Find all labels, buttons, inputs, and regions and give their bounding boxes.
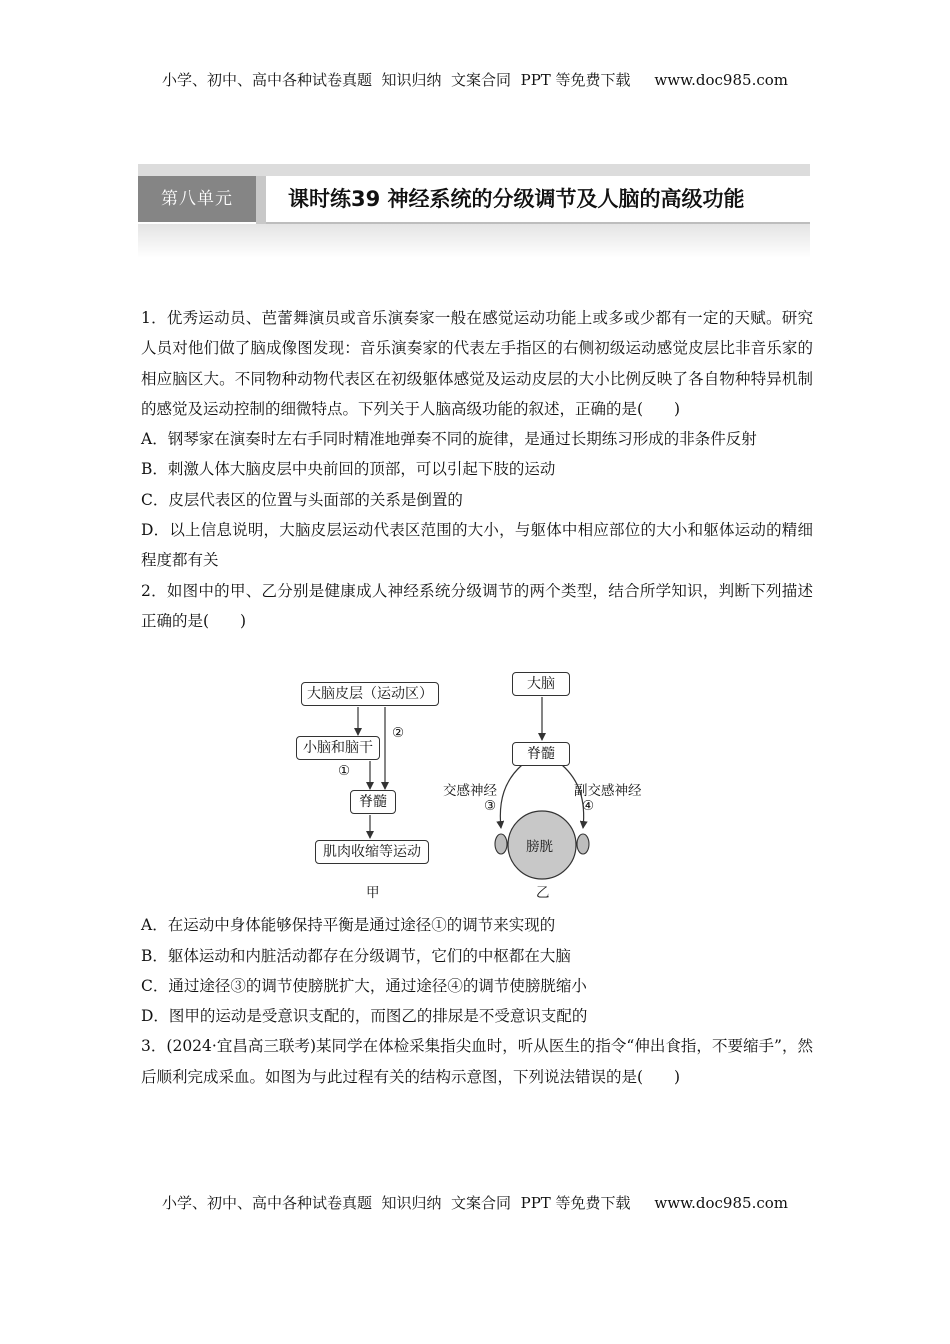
bladder-right-sphincter: [577, 834, 589, 854]
caption-jia: 甲: [366, 885, 380, 901]
bladder-label: 膀胱: [526, 839, 553, 855]
question-source: (2024·宜昌高三联考): [166, 1037, 317, 1056]
cerebellum-box: 小脑和脑干: [296, 736, 380, 760]
cortex-box: 大脑皮层（运动区）: [301, 682, 439, 706]
option-d: D．以上信息说明，大脑皮层运动代表区范围的大小，与躯体中相应部位的大小和躯体运动的精细程度都有关: [141, 521, 813, 570]
question-stem: [141, 1031, 813, 1092]
question-1: [141, 303, 813, 576]
parasympathetic-label: 副交感神经: [574, 783, 642, 799]
question-text: 某同学在体检采集指尖血时，听从医生的指令“伸出食指，不要缩手”，然后顺利完成采血。如图为与此过程有关的结构示意图，下列说法错误的是( ): [141, 1037, 813, 1086]
sympathetic-nerve-path: [500, 765, 522, 828]
unit-banner: [138, 164, 810, 260]
option-b: B．刺激人体大脑皮层中央前回的顶部，可以引起下肢的运动: [141, 460, 556, 479]
option-d: D．图甲的运动是受意识支配的，而图乙的排尿是不受意识支配的: [141, 1007, 588, 1026]
path-4-label: ④: [582, 798, 595, 814]
option-c: C．皮层代表区的位置与头面部的关系是倒置的: [141, 490, 463, 509]
banner-divider: [256, 176, 266, 224]
unit-label: 第八单元: [138, 176, 256, 222]
muscle-box: 肌肉收缩等运动: [315, 840, 429, 864]
option-a: A．在运动中身体能够保持平衡是通过途径①的调节来实现的: [141, 916, 556, 935]
path-2-label: ②: [392, 725, 405, 741]
question-number: 3．: [141, 1037, 167, 1056]
path-3-label: ③: [484, 798, 497, 814]
question-stem: 1．优秀运动员、芭蕾舞演员或音乐演奏家一般在感觉运动功能上或多或少都有一定的天赋。研究人员对他们做了脑成像图发现：音乐演奏家的代表左手指区的右侧初级运动感觉皮层比非音乐家的相应脑区大。不同物种动物代表区在初级躯体感觉及运动皮层的大小比例反映了各自物种特异机制的感觉及运动控制的细微特点。下列关于人脑高级功能的叙述，正确的是( ): [141, 309, 813, 418]
page-footer: 小学、初中、高中各种试卷真题 知识归纳 文案合同 PPT 等免费下载 www.doc985.com: [161, 1194, 788, 1212]
question-3: [141, 1031, 813, 1092]
question-stem: 2．如图中的甲、乙分别是健康成人神经系统分级调节的两个类型，结合所学知识，判断下列描述正确的是( ): [141, 581, 813, 630]
path-1-label: ①: [338, 763, 351, 779]
brain-box: 大脑: [512, 672, 570, 696]
option-c: C．通过途径③的调节使膀胱扩大，通过途径④的调节使膀胱缩小: [141, 976, 587, 995]
lesson-title: 课时练39 神经系统的分级调节及人脑的高级功能: [266, 176, 810, 224]
jia-spinal-box: 脊髓: [350, 790, 396, 814]
option-b: B．躯体运动和内脏活动都存在分级调节，它们的中枢都在大脑: [141, 946, 571, 965]
banner-top-bar: [138, 164, 810, 176]
yi-spinal-box: 脊髓: [512, 742, 570, 766]
caption-yi: 乙: [536, 885, 550, 901]
nervous-system-diagram: [290, 665, 670, 905]
option-a: A．钢琴家在演奏时左右手同时精准地弹奏不同的旋律，是通过长期练习形成的非条件反射: [141, 430, 757, 449]
page-header: 小学、初中、高中各种试卷真题 知识归纳 文案合同 PPT 等免费下载 www.doc985.com: [161, 71, 788, 89]
bladder-left-sphincter: [495, 834, 507, 854]
sympathetic-label: 交感神经: [443, 783, 497, 799]
banner-shadow: [138, 224, 810, 258]
